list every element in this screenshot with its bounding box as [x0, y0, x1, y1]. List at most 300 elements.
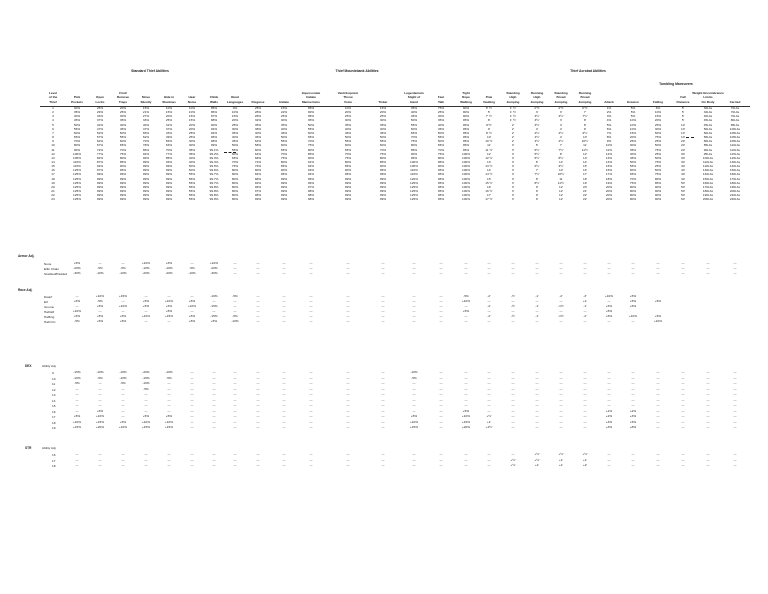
table-cell: ---: [190, 457, 194, 462]
table-cell: 99.8%: [209, 189, 219, 193]
table-cell: 35%: [73, 110, 81, 115]
row-label: 17: [52, 458, 56, 463]
table-cell: ---: [381, 375, 385, 380]
table-cell: ---: [381, 457, 385, 462]
table-cell: 100%: [462, 168, 470, 173]
table-cell: ---: [346, 309, 350, 313]
table-cell: ---: [256, 419, 260, 424]
table-cell: 7': [583, 110, 587, 115]
table-cell: 6'½': [582, 106, 588, 110]
table-cell: 70%: [142, 139, 150, 144]
table-cell: 80%: [231, 193, 239, 198]
table-cell: +5%: [654, 299, 662, 303]
table-cell: 10%: [165, 106, 173, 110]
table-cell: ---: [511, 408, 515, 413]
table-cell: 8': [583, 122, 587, 127]
table-cell: ---: [607, 375, 611, 380]
table-cell: ---: [464, 370, 468, 374]
table-cell: ---: [681, 419, 685, 424]
table-cell: +10%: [165, 299, 173, 303]
table-cell: 45%: [280, 130, 288, 135]
table-cell: 150Lbs: [702, 176, 714, 181]
table-cell: 40': [680, 168, 686, 173]
table-cell: -10%: [165, 370, 173, 374]
table-cell: ---: [439, 309, 443, 313]
table-cell: 95%: [307, 114, 315, 119]
table-cell: 99.5%: [209, 164, 219, 169]
table-cell: 14': [486, 168, 492, 173]
table-cell: 35%: [379, 122, 387, 127]
table-cell: ---: [681, 403, 685, 407]
table-cell: 80%: [410, 143, 418, 148]
table-cell: 90%: [462, 110, 470, 115]
table-cell: ---: [282, 397, 286, 402]
table-cell: 80%: [437, 155, 445, 160]
table-cell: 45Lbs: [703, 122, 713, 127]
table-cell: ---: [167, 452, 171, 456]
table-cell: ---: [381, 370, 385, 374]
table-cell: -10%: [231, 319, 239, 323]
table-cell: 25%: [231, 122, 239, 127]
table-cell: ---: [464, 403, 468, 407]
table-cell: 100%: [462, 180, 470, 185]
table-cell: 90%: [280, 168, 288, 173]
table-cell: 85%: [210, 106, 218, 110]
table-cell: 10%: [629, 122, 637, 127]
table-cell: 13 ½': [485, 164, 493, 169]
table-cell: ---: [233, 304, 237, 308]
table-cell: +1½': [485, 425, 493, 429]
table-cell: 43%: [165, 130, 173, 135]
table-cell: ---: [487, 403, 491, 407]
table-cell: 2': [511, 130, 515, 135]
table-cell: ---: [233, 261, 237, 265]
table-cell: 4½': [534, 130, 540, 135]
table-cell: 45%: [629, 155, 637, 160]
table-cell: 70%: [344, 151, 352, 156]
table-cell: 40%: [410, 110, 418, 115]
table-cell: 20%: [231, 118, 239, 123]
table-cell: ---: [439, 375, 443, 380]
table-cell: +1%: [605, 408, 613, 413]
table-cell: 99.6%: [209, 168, 219, 173]
table-cell: 96%: [254, 184, 262, 189]
table-cell: +1': [486, 419, 492, 424]
table-cell: ---: [656, 386, 660, 391]
table-cell: 7%: [606, 130, 612, 135]
table-cell: 95%: [437, 193, 445, 198]
table-cell: +5%: [73, 261, 81, 265]
table-cell: ---: [681, 266, 685, 270]
table-cell: 50': [680, 189, 686, 193]
table-cell: -1½': [558, 314, 564, 318]
table-cell: 3': [511, 159, 515, 164]
table-cell: ---: [75, 392, 79, 396]
table-cell: 3': [559, 118, 563, 123]
table-cell: 40%: [142, 122, 150, 127]
table-cell: 7½': [582, 114, 588, 119]
table-cell: ---: [167, 408, 171, 413]
table-cell: +5%: [119, 419, 127, 424]
table-cell: 5%: [606, 122, 612, 127]
table-cell: 80%: [231, 176, 239, 181]
table-cell: 32%: [254, 118, 262, 123]
table-cell: 52%: [254, 139, 262, 144]
table-cell: 17': [486, 193, 492, 198]
table-cell: 60%: [231, 151, 239, 156]
table-cell: 75%: [410, 139, 418, 144]
table-cell: 21: [51, 189, 55, 193]
table-cell: 9%: [606, 139, 612, 144]
table-cell: 99.7%: [209, 180, 219, 185]
table-cell: 28%: [254, 110, 262, 115]
table-cell: 98%: [307, 193, 315, 198]
table-cell: +½': [510, 463, 516, 467]
table-cell: ---: [282, 386, 286, 391]
table-cell: ---: [167, 319, 171, 323]
table-cell: ---: [412, 408, 416, 413]
table-cell: ---: [412, 386, 416, 391]
table-cell: +5%: [210, 319, 218, 323]
table-cell: 12': [558, 193, 564, 198]
table-cell: ---: [346, 370, 350, 374]
table-cell: 35%: [188, 147, 196, 152]
table-cell: -½': [510, 304, 516, 308]
table-cell: 110Lbs: [730, 147, 740, 152]
table-cell: -½': [510, 294, 516, 298]
table-cell: 8: [52, 135, 54, 140]
table-cell: ---: [256, 261, 260, 265]
table-cell: ---: [282, 425, 286, 429]
table-cell: +1': [582, 457, 588, 462]
table-cell: -2': [487, 294, 491, 298]
row-label: 12: [52, 387, 56, 392]
table-cell: 4½': [534, 139, 540, 144]
table-cell: +10%: [119, 425, 127, 429]
table-cell: +15%: [165, 425, 173, 429]
table-cell: 50%: [654, 130, 662, 135]
table-cell: 35%: [188, 151, 196, 156]
table-cell: 125%: [73, 184, 81, 189]
table-cell: ---: [282, 375, 286, 380]
table-cell: +10%: [165, 419, 173, 424]
table-cell: 19%: [605, 180, 613, 185]
table-cell: 10 ½': [485, 139, 493, 144]
table-cell: ---: [381, 425, 385, 429]
row-label: 10: [52, 376, 56, 381]
table-cell: ---: [190, 261, 194, 265]
table-cell: 100%: [462, 159, 470, 164]
row-label: 13: [52, 393, 56, 397]
table-cell: 40%: [379, 126, 387, 131]
table-cell: +15%: [96, 419, 104, 424]
table-cell: 70%: [629, 176, 637, 181]
table-cell: ---: [656, 414, 660, 418]
table-cell: 99%: [142, 193, 150, 198]
table-cell: -10%: [119, 370, 127, 374]
table-cell: 16': [486, 184, 492, 189]
table-cell: 90%: [73, 147, 81, 152]
table-cell: 5': [535, 143, 539, 148]
table-cell: -10%: [210, 294, 218, 298]
table-cell: 45Lbs: [703, 118, 713, 123]
column-header: Running Broad Jumping: [578, 90, 592, 105]
table-cell: ---: [464, 304, 468, 308]
table-cell: 80Lbs: [730, 118, 740, 123]
table-cell: 100%: [462, 172, 470, 177]
table-cell: 65%: [629, 172, 637, 177]
table-cell: +10%: [462, 299, 470, 303]
table-cell: +10%: [629, 314, 637, 318]
table-cell: ---: [733, 370, 737, 374]
table-cell: ---: [144, 403, 148, 407]
table-cell: 70%: [379, 147, 387, 152]
table-cell: ---: [464, 314, 468, 318]
table-cell: ---: [233, 452, 237, 456]
table-cell: ---: [282, 299, 286, 303]
table-cell: ---: [535, 425, 539, 429]
table-cell: +10%: [96, 414, 104, 418]
table-cell: 93%: [307, 168, 315, 173]
column-header: Falling: [653, 100, 663, 105]
table-cell: ---: [212, 381, 216, 385]
table-cell: 70%: [307, 139, 315, 144]
table-cell: ---: [631, 392, 635, 396]
table-cell: -5%: [97, 299, 103, 303]
table-cell: 8': [559, 151, 563, 156]
table-cell: 99%: [142, 155, 150, 160]
table-cell: ---: [706, 419, 710, 424]
table-cell: 5%: [630, 110, 636, 115]
table-cell: ---: [439, 457, 443, 462]
table-cell: 72%: [96, 147, 104, 152]
table-cell: 4': [559, 126, 563, 131]
table-cell: -1': [583, 304, 587, 308]
table-cell: 75%: [654, 147, 662, 152]
table-cell: 25%: [254, 106, 262, 110]
table-cell: 98%: [254, 193, 262, 198]
row-label: Half-Orc: [44, 320, 56, 324]
table-cell: 14': [582, 159, 588, 164]
table-cell: ---: [656, 375, 660, 380]
table-cell: ---: [381, 294, 385, 298]
table-cell: ---: [706, 414, 710, 418]
table-cell: ---: [256, 457, 260, 462]
table-cell: ---: [487, 392, 491, 396]
table-cell: 62%: [96, 139, 104, 144]
table-cell: ---: [681, 375, 685, 380]
table-cell: ---: [583, 403, 587, 407]
table-cell: ---: [309, 381, 313, 385]
table-cell: 99%: [96, 197, 104, 202]
table-cell: ---: [439, 414, 443, 418]
table-cell: 90%: [462, 114, 470, 119]
table-cell: -5%: [166, 375, 172, 380]
table-cell: ---: [412, 309, 416, 313]
table-cell: 40%: [629, 151, 637, 156]
table-cell: ---: [439, 392, 443, 396]
table-cell: 80%: [73, 143, 81, 148]
table-cell: +5%: [188, 299, 196, 303]
table-cell: ---: [256, 425, 260, 429]
table-cell: ---: [412, 319, 416, 323]
table-cell: 9': [487, 126, 491, 131]
table-cell: ---: [439, 381, 443, 385]
table-cell: 45%: [437, 126, 445, 131]
table-cell: 55%: [188, 184, 196, 189]
table-cell: 99%: [344, 189, 352, 193]
table-cell: 17': [582, 172, 588, 177]
table-cell: -5%: [74, 381, 80, 385]
table-cell: ---: [631, 271, 635, 275]
table-cell: 99%: [379, 189, 387, 193]
section-label: DEX: [25, 364, 32, 368]
table-cell: 8': [583, 118, 587, 123]
table-cell: ---: [559, 309, 563, 313]
table-cell: 96%: [210, 135, 218, 140]
table-cell: 35%: [254, 122, 262, 127]
table-cell: ---: [144, 294, 148, 298]
table-cell: ---: [256, 319, 260, 323]
table-cell: 1: [52, 106, 54, 110]
table-cell: ---: [464, 386, 468, 391]
table-cell: 3½': [534, 118, 540, 123]
table-cell: 21': [582, 189, 588, 193]
table-cell: 3': [511, 143, 515, 148]
table-cell: 49%: [165, 135, 173, 140]
table-cell: 60%: [254, 147, 262, 152]
table-cell: 10': [486, 135, 492, 140]
table-cell: 9': [535, 193, 539, 198]
table-cell: 80%: [379, 155, 387, 160]
table-cell: 99%: [280, 184, 288, 189]
table-cell: ---: [282, 419, 286, 424]
table-cell: +5%: [96, 304, 104, 308]
table-cell: ---: [282, 403, 286, 407]
table-cell: ---: [487, 261, 491, 265]
table-cell: 50%: [654, 155, 662, 160]
table-cell: 5': [681, 118, 685, 123]
table-cell: -20%: [165, 271, 173, 275]
table-cell: 22: [51, 193, 55, 198]
table-cell: ---: [487, 299, 491, 303]
table-cell: 9½': [582, 130, 588, 135]
table-cell: ---: [212, 403, 216, 407]
table-cell: ---: [98, 392, 102, 396]
table-cell: ---: [559, 386, 563, 391]
table-cell: 93%: [165, 159, 173, 164]
table-cell: +5%: [605, 309, 613, 313]
table-cell: 90%: [210, 122, 218, 127]
table-cell: ---: [309, 457, 313, 462]
table-cell: 11½': [581, 147, 589, 152]
table-cell: 3': [511, 151, 515, 156]
table-cell: +10%: [410, 419, 418, 424]
table-cell: 200Lbs: [729, 189, 741, 193]
column-header: Legerdemain Slight of Hand: [404, 90, 424, 105]
table-cell: 55%: [280, 139, 288, 144]
table-cell: ---: [233, 266, 237, 270]
table-cell: 99.7%: [209, 172, 219, 177]
table-cell: ---: [167, 392, 171, 396]
table-cell: ---: [656, 392, 660, 396]
table-cell: 100%: [462, 189, 470, 193]
table-cell: 10': [680, 135, 686, 140]
table-cell: -15%: [210, 314, 218, 318]
table-cell: ---: [487, 463, 491, 467]
table-cell: 80%: [654, 176, 662, 181]
table-cell: 6: [52, 126, 54, 131]
table-cell: ---: [346, 408, 350, 413]
table-cell: 75%: [119, 151, 127, 156]
table-cell: 105Lbs: [729, 130, 741, 135]
table-cell: ---: [559, 370, 563, 374]
table-cell: -10%: [142, 381, 150, 385]
row-label: 15: [52, 404, 56, 408]
table-cell: 99%: [379, 172, 387, 177]
table-cell: ---: [98, 386, 102, 391]
table-cell: ---: [439, 425, 443, 429]
table-cell: 4': [559, 135, 563, 140]
table-cell: 37%: [96, 118, 104, 123]
table-cell: 20%: [605, 184, 613, 189]
table-cell: 63%: [165, 143, 173, 148]
table-cell: 99%: [165, 180, 173, 185]
table-cell: +5%: [119, 319, 127, 323]
table-cell: 8': [487, 118, 491, 123]
table-cell: 30%: [280, 118, 288, 123]
table-cell: +5%: [605, 314, 613, 318]
table-cell: 20': [582, 184, 588, 189]
table-cell: ---: [583, 271, 587, 275]
table-cell: 220Lbs: [729, 197, 741, 202]
table-cell: ---: [439, 299, 443, 303]
table-cell: ---: [309, 419, 313, 424]
table-cell: 99%: [96, 180, 104, 185]
table-cell: 75%: [654, 159, 662, 164]
table-cell: ---: [681, 463, 685, 467]
table-cell: ---: [282, 457, 286, 462]
table-cell: ---: [121, 457, 125, 462]
table-cell: ---: [487, 408, 491, 413]
table-cell: +5%: [629, 419, 637, 424]
table-cell: ---: [309, 463, 313, 467]
table-cell: ---: [464, 381, 468, 385]
table-cell: ---: [256, 370, 260, 374]
table-cell: 70%: [280, 151, 288, 156]
row-label: Gnome: [44, 305, 55, 309]
table-cell: ---: [256, 304, 260, 308]
table-cell: 8': [535, 176, 539, 181]
table-cell: +15%: [410, 425, 418, 429]
table-cell: ---: [282, 309, 286, 313]
table-cell: 25%: [96, 106, 104, 110]
table-cell: ---: [75, 386, 79, 391]
table-cell: ---: [282, 370, 286, 374]
table-cell: +8%: [629, 425, 637, 429]
table-cell: 75%: [344, 155, 352, 160]
table-cell: ---: [98, 309, 102, 313]
table-cell: ---: [631, 457, 635, 462]
table-cell: 7': [559, 143, 563, 148]
table-cell: ---: [464, 261, 468, 265]
table-cell: +10%: [73, 419, 81, 424]
table-cell: 99%: [119, 197, 127, 202]
table-cell: 80%: [629, 184, 637, 189]
column-header: Standing High Jumping: [506, 90, 520, 105]
table-cell: ---: [346, 294, 350, 298]
table-cell: 28%: [254, 114, 262, 119]
